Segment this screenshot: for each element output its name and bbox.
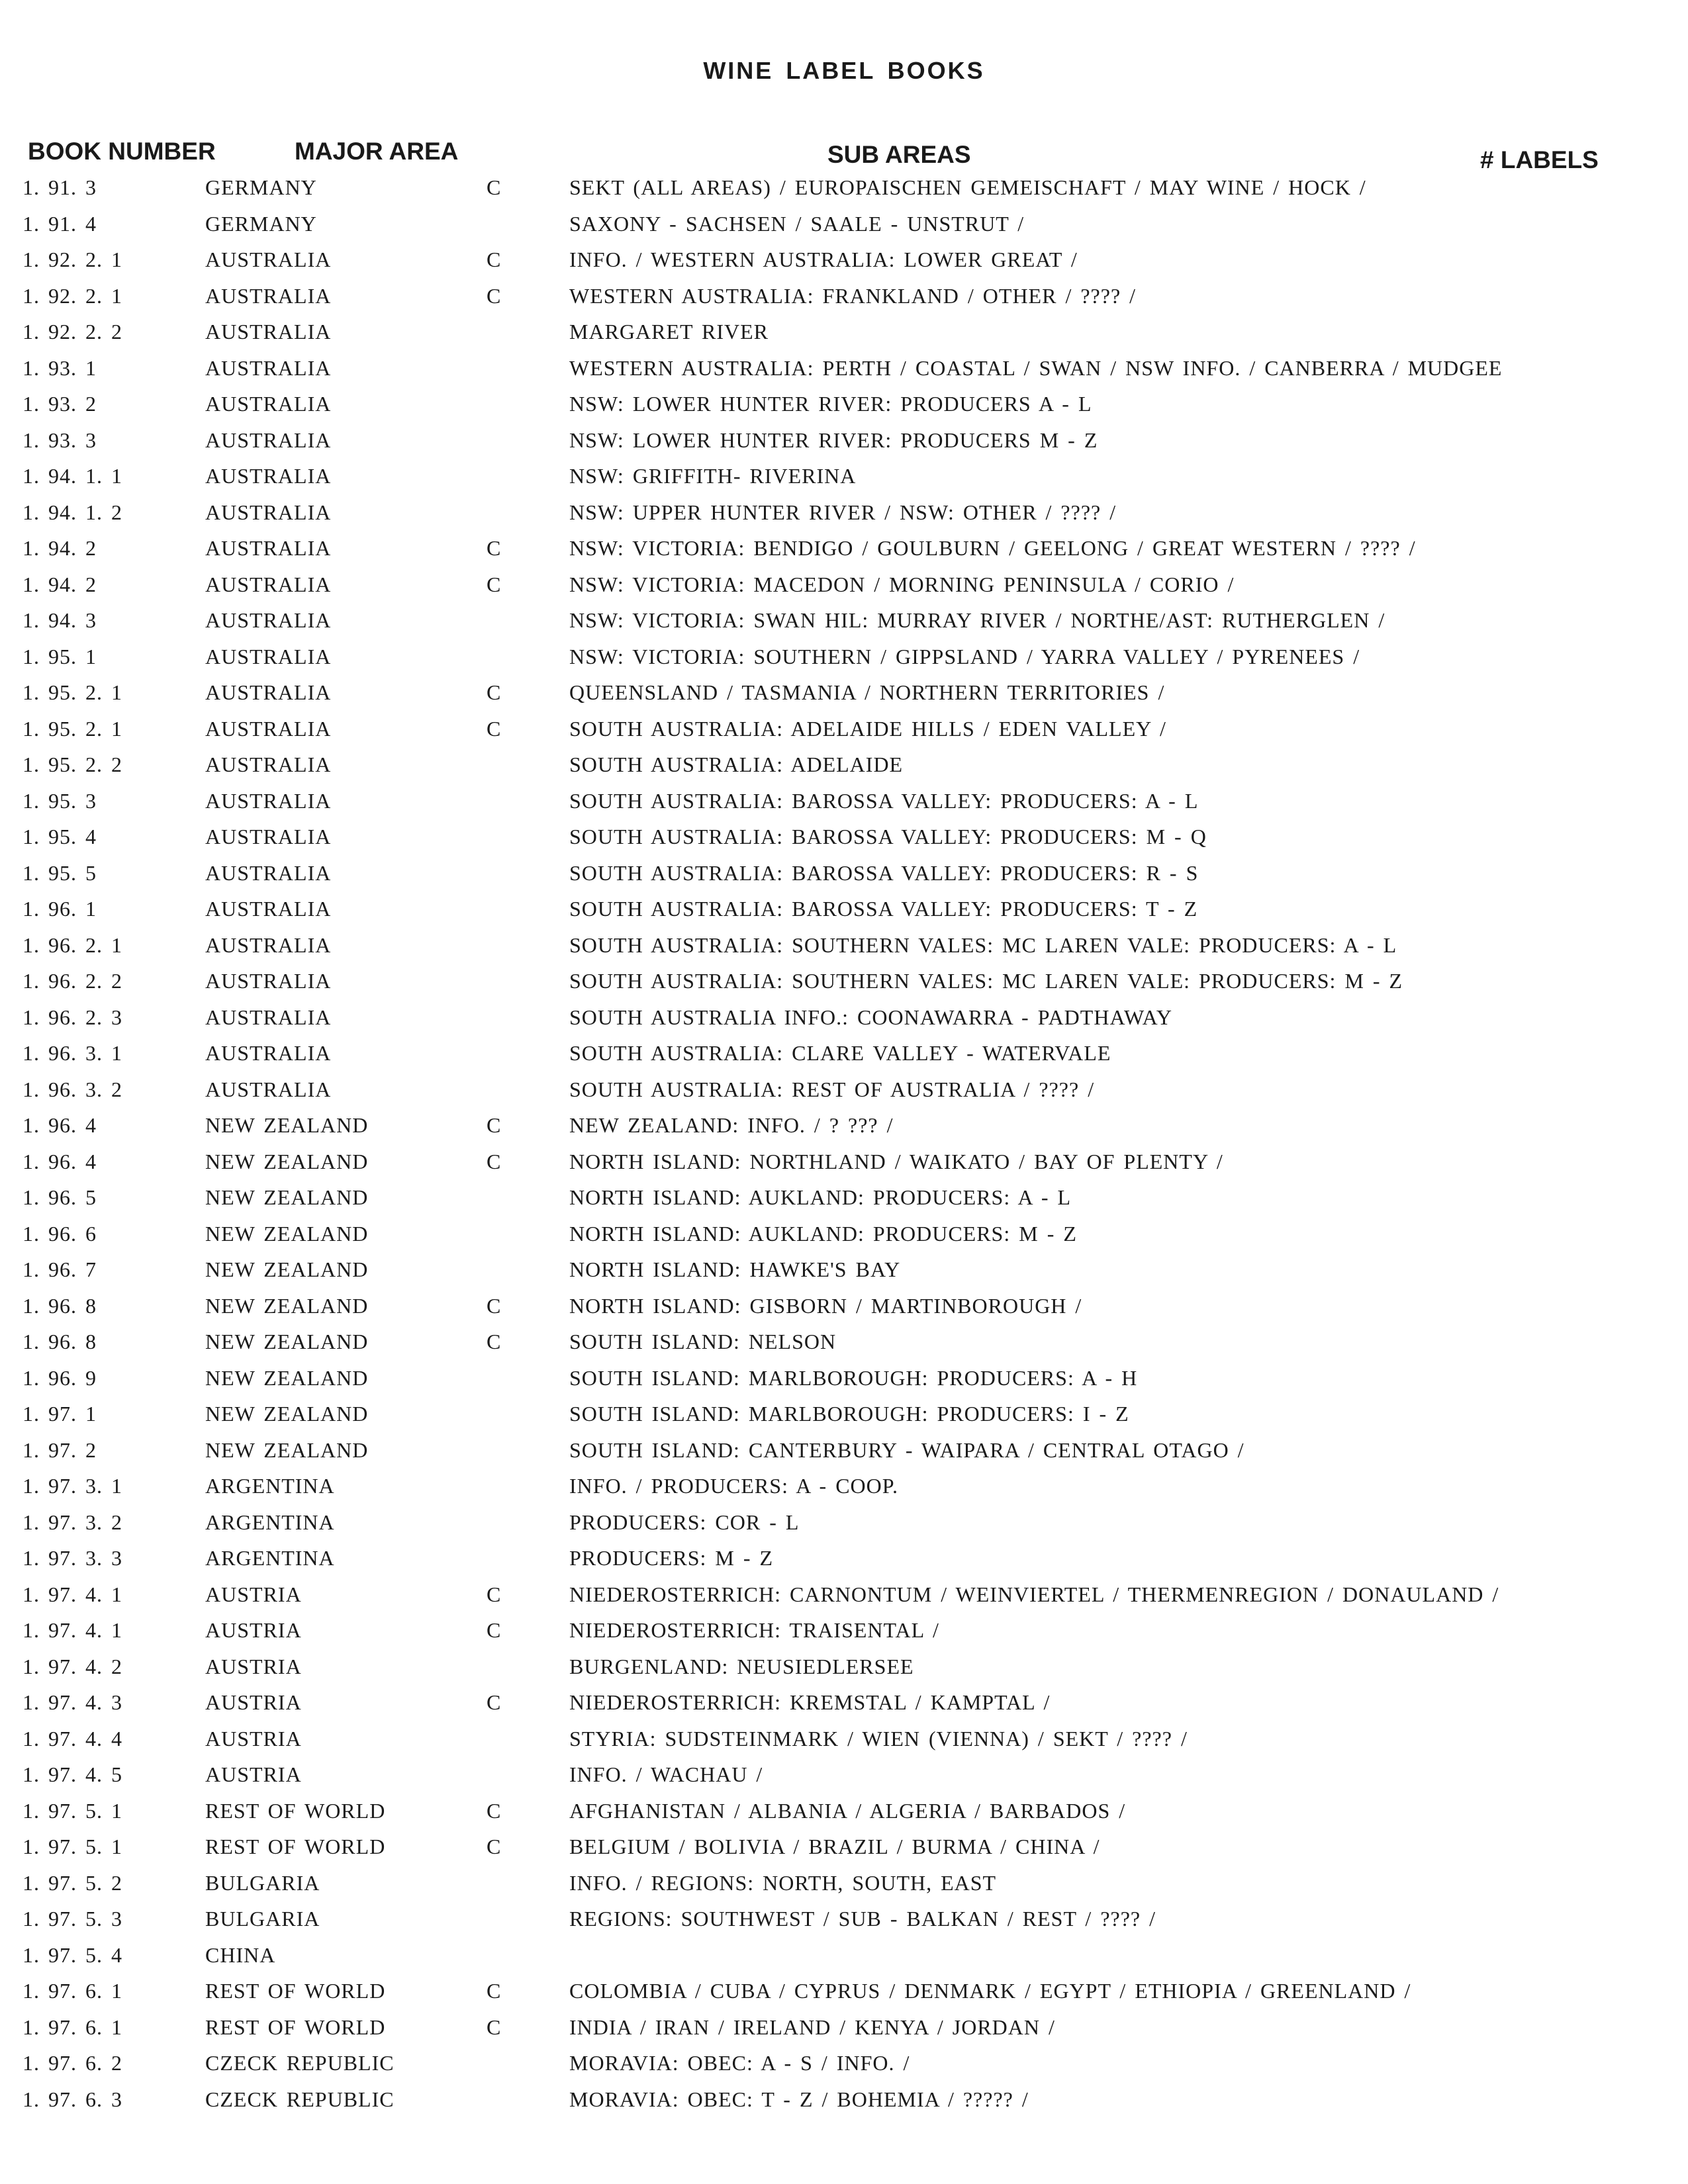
sub-areas-cell: AFGHANISTAN / ALBANIA / ALGERIA / BARBADOS / (569, 1798, 1126, 1823)
major-area-cell: AUSTRALIA (205, 969, 332, 993)
major-area-cell: GERMANY (205, 211, 317, 236)
book-number-cell: 1. 97. 2 (23, 1437, 97, 1462)
sub-areas-cell: MARGARET RIVER (569, 320, 769, 343)
table-row (0, 536, 1688, 572)
book-number-cell: 1. 94. 2 (23, 572, 97, 596)
sub-areas-cell: INFO. / REGIONS: NORTH, SOUTH, EAST (569, 1870, 997, 1895)
sub-areas-cell: SOUTH ISLAND: MARLBOROUGH: PRODUCERS: A - H (569, 1365, 1138, 1390)
page-title: WINE LABEL BOOKS (703, 57, 985, 84)
book-number-cell: 1. 96. 8 (23, 1330, 97, 1353)
sub-areas-cell: NORTH ISLAND: NORTHLAND / WAIKATO / BAY OF PLENTY / (569, 1149, 1223, 1173)
table-row (0, 1979, 1688, 2015)
book-number-cell: 1. 92. 2. 1 (23, 283, 122, 308)
column-header-book-number: BOOK NUMBER (28, 138, 216, 165)
book-number-cell: 1. 97. 6. 2 (23, 2051, 122, 2075)
sub-areas-cell: SOUTH AUSTRALIA: BAROSSA VALLEY: PRODUCERS: T - Z (569, 897, 1198, 921)
major-area-cell: REST OF WORLD (205, 1979, 386, 2003)
book-number-cell: 1. 96. 2. 3 (23, 1005, 122, 1029)
sub-areas-cell: SOUTH ISLAND: CANTERBURY - WAIPARA / CENTRAL OTAGO / (569, 1437, 1244, 1462)
table-row (0, 392, 1688, 428)
sub-areas-cell: WESTERN AUSTRALIA: PERTH / COASTAL / SWAN / NSW INFO. / CANBERRA / MUDGEE (569, 355, 1503, 380)
table-row (0, 320, 1688, 355)
book-number-cell: 1. 95. 3 (23, 788, 97, 813)
book-number-cell: 1. 94. 1. 1 (23, 464, 122, 488)
column-header-major-area: MAJOR AREA (295, 138, 459, 165)
book-number-cell: 1. 91. 4 (23, 211, 97, 236)
major-area-cell: AUSTRALIA (205, 500, 332, 524)
sub-areas-cell: SOUTH AUSTRALIA: BAROSSA VALLEY: PRODUCERS: R - S (569, 860, 1199, 885)
table-row (0, 1077, 1688, 1113)
table-row (0, 608, 1688, 644)
sub-areas-cell: COLOMBIA / CUBA / CYPRUS / DENMARK / EGYPT / ETHIOPIA / GREENLAND / (569, 1979, 1411, 2003)
major-area-cell: NEW ZEALAND (205, 1185, 369, 1209)
sub-areas-cell: NSW: UPPER HUNTER RIVER / NSW: OTHER / ???? / (569, 500, 1117, 524)
table-row (0, 1727, 1688, 1762)
table-row (0, 1041, 1688, 1077)
book-number-cell: 1. 95. 2. 1 (23, 716, 122, 741)
table-row (0, 1762, 1688, 1798)
major-area-cell: AUSTRALIA (205, 572, 332, 596)
sub-areas-cell: SOUTH ISLAND: NELSON (569, 1330, 837, 1353)
sub-areas-cell: SOUTH AUSTRALIA: SOUTHERN VALES: MC LAREN VALE: PRODUCERS: M - Z (569, 969, 1403, 993)
major-area-cell: AUSTRALIA (205, 752, 332, 776)
book-number-cell: 1. 95. 5 (23, 860, 97, 885)
book-number-cell: 1. 97. 4. 5 (23, 1762, 122, 1786)
sub-areas-cell: SOUTH AUSTRALIA: BAROSSA VALLEY: PRODUCERS: A - L (569, 788, 1199, 813)
book-number-cell: 1. 96. 3. 1 (23, 1041, 122, 1065)
sub-areas-cell: SOUTH AUSTRALIA: CLARE VALLEY - WATERVALE (569, 1041, 1111, 1065)
table-row (0, 1799, 1688, 1835)
table-row (0, 1438, 1688, 1474)
table-row (0, 248, 1688, 283)
major-area-cell: AUSTRALIA (205, 644, 332, 668)
code-cell: C (487, 1113, 502, 1137)
book-number-cell: 1. 97. 1 (23, 1402, 97, 1426)
code-cell: C (487, 1979, 502, 2003)
book-number-cell: 1. 96. 2. 1 (23, 933, 122, 957)
major-area-cell: AUSTRALIA (205, 933, 332, 957)
sub-areas-cell: NIEDEROSTERRICH: TRAISENTAL / (569, 1618, 939, 1642)
sub-areas-cell: NSW: LOWER HUNTER RIVER: PRODUCERS A - L (569, 392, 1092, 416)
book-number-cell: 1. 97. 3. 1 (23, 1474, 122, 1498)
book-number-cell: 1. 97. 5. 3 (23, 1907, 122, 1931)
book-number-cell: 1. 93. 3 (23, 428, 97, 452)
table-row (0, 284, 1688, 320)
sub-areas-cell: NIEDEROSTERRICH: KREMSTAL / KAMPTAL / (569, 1690, 1051, 1714)
table-row (0, 1871, 1688, 1907)
sub-areas-cell: NORTH ISLAND: AUKLAND: PRODUCERS: M - Z (569, 1221, 1077, 1246)
book-number-cell: 1. 96. 7 (23, 1257, 97, 1281)
major-area-cell: AUSTRIA (205, 1618, 302, 1642)
sub-areas-cell: REGIONS: SOUTHWEST / SUB - BALKAN / REST / ???? / (569, 1907, 1156, 1931)
book-number-cell: 1. 97. 5. 1 (23, 1835, 122, 1858)
book-number-cell: 1. 92. 2. 1 (23, 248, 122, 271)
major-area-cell: REST OF WORLD (205, 1798, 386, 1823)
table-row (0, 1113, 1688, 1149)
book-number-cell: 1. 96. 6 (23, 1221, 97, 1246)
book-number-cell: 1. 97. 6. 1 (23, 2015, 122, 2039)
major-area-cell: AUSTRALIA (205, 1005, 332, 1029)
book-number-cell: 1. 97. 5. 2 (23, 1870, 122, 1895)
sub-areas-cell: NIEDEROSTERRICH: CARNONTUM / WEINVIERTEL / THERMENREGION / DONAULAND / (569, 1582, 1499, 1606)
major-area-cell: ARGENTINA (205, 1510, 335, 1534)
book-number-cell: 1. 97. 4. 3 (23, 1690, 122, 1714)
sub-areas-cell: SEKT (ALL AREAS) / EUROPAISCHEN GEMEISCHAFT / MAY WINE / HOCK / (569, 175, 1366, 199)
sub-areas-cell: NSW: VICTORIA: BENDIGO / GOULBURN / GEELONG / GREAT WESTERN / ???? / (569, 536, 1416, 560)
sub-areas-cell: SOUTH AUSTRALIA: ADELAIDE (569, 752, 904, 776)
code-cell: C (487, 2015, 502, 2039)
major-area-cell: AUSTRALIA (205, 1077, 332, 1101)
sub-areas-cell: PRODUCERS: M - Z (569, 1546, 774, 1570)
major-area-cell: AUSTRALIA (205, 860, 332, 885)
table-row (0, 1907, 1688, 1942)
sub-areas-cell: NORTH ISLAND: GISBORN / MARTINBOROUGH / (569, 1293, 1082, 1318)
table-row (0, 1835, 1688, 1870)
major-area-cell: AUSTRALIA (205, 716, 332, 741)
table-row (0, 1582, 1688, 1618)
table-row (0, 1402, 1688, 1437)
major-area-cell: NEW ZEALAND (205, 1257, 369, 1281)
code-cell: C (487, 175, 502, 199)
sub-areas-cell: NSW: VICTORIA: MACEDON / MORNING PENINSULA / CORIO / (569, 572, 1235, 596)
table-row (0, 1943, 1688, 1979)
sub-areas-cell: NORTH ISLAND: AUKLAND: PRODUCERS: A - L (569, 1185, 1072, 1209)
table-row (0, 897, 1688, 933)
book-number-cell: 1. 97. 4. 4 (23, 1726, 122, 1751)
book-number-cell: 1. 96. 3. 2 (23, 1077, 122, 1101)
table-row (0, 1257, 1688, 1293)
table-row (0, 428, 1688, 464)
book-number-cell: 1. 92. 2. 2 (23, 320, 122, 343)
code-cell: C (487, 248, 502, 271)
table-row (0, 1330, 1688, 1365)
sub-areas-cell: NSW: VICTORIA: SOUTHERN / GIPPSLAND / YARRA VALLEY / PYRENEES / (569, 644, 1360, 668)
table-row (0, 2015, 1688, 2051)
code-cell: C (487, 1582, 502, 1606)
major-area-cell: NEW ZEALAND (205, 1293, 369, 1318)
book-number-cell: 1. 94. 3 (23, 608, 97, 632)
major-area-cell: NEW ZEALAND (205, 1365, 369, 1390)
major-area-cell: BULGARIA (205, 1907, 320, 1931)
sub-areas-cell: SAXONY - SACHSEN / SAALE - UNSTRUT / (569, 211, 1025, 236)
sub-areas-cell: BELGIUM / BOLIVIA / BRAZIL / BURMA / CHINA / (569, 1835, 1100, 1858)
book-number-cell: 1. 97. 5. 4 (23, 1942, 122, 1967)
table-row (0, 2051, 1688, 2087)
sub-areas-cell: SOUTH ISLAND: MARLBOROUGH: PRODUCERS: I - Z (569, 1402, 1129, 1426)
major-area-cell: AUSTRALIA (205, 680, 332, 704)
book-number-cell: 1. 97. 6. 3 (23, 2087, 122, 2111)
book-number-cell: 1. 96. 1 (23, 897, 97, 921)
table-row (0, 464, 1688, 500)
table-row (0, 789, 1688, 825)
major-area-cell: ARGENTINA (205, 1546, 335, 1570)
major-area-cell: NEW ZEALAND (205, 1221, 369, 1246)
code-cell: C (487, 1798, 502, 1823)
table-row (0, 175, 1688, 211)
major-area-cell: AUSTRALIA (205, 283, 332, 308)
major-area-cell: REST OF WORLD (205, 2015, 386, 2039)
table-row (0, 1618, 1688, 1654)
sub-areas-cell: INFO. / WESTERN AUSTRALIA: LOWER GREAT / (569, 248, 1078, 271)
major-area-cell: NEW ZEALAND (205, 1113, 369, 1137)
code-cell: C (487, 1149, 502, 1173)
table-row (0, 933, 1688, 969)
major-area-cell: AUSTRALIA (205, 1041, 332, 1065)
major-area-cell: NEW ZEALAND (205, 1149, 369, 1173)
code-cell: C (487, 1618, 502, 1642)
major-area-cell: NEW ZEALAND (205, 1402, 369, 1426)
book-number-cell: 1. 93. 2 (23, 392, 97, 416)
major-area-cell: AUSTRALIA (205, 788, 332, 813)
sub-areas-cell: NSW: VICTORIA: SWAN HIL: MURRAY RIVER / NORTHE/AST: RUTHERGLEN / (569, 608, 1385, 632)
code-cell: C (487, 1293, 502, 1318)
code-cell: C (487, 572, 502, 596)
book-number-cell: 1. 96. 4 (23, 1113, 97, 1137)
sub-areas-cell: INFO. / WACHAU / (569, 1762, 763, 1786)
sub-areas-cell: NSW: GRIFFITH- RIVERINA (569, 464, 857, 488)
major-area-cell: AUSTRIA (205, 1726, 302, 1751)
book-number-cell: 1. 95. 2. 2 (23, 752, 122, 776)
table-row (0, 500, 1688, 536)
book-number-cell: 1. 96. 5 (23, 1185, 97, 1209)
table-row (0, 356, 1688, 392)
table-row (0, 572, 1688, 608)
sub-areas-cell: NEW ZEALAND: INFO. / ? ??? / (569, 1113, 894, 1137)
major-area-cell: AUSTRALIA (205, 536, 332, 560)
book-number-cell: 1. 95. 1 (23, 644, 97, 668)
major-area-cell: AUSTRALIA (205, 897, 332, 921)
table-row (0, 212, 1688, 248)
book-number-cell: 1. 97. 3. 3 (23, 1546, 122, 1570)
book-number-cell: 1. 97. 6. 1 (23, 1979, 122, 2003)
major-area-cell: AUSTRALIA (205, 392, 332, 416)
book-number-cell: 1. 95. 4 (23, 825, 97, 848)
book-number-cell: 1. 96. 8 (23, 1293, 97, 1318)
table-row (0, 2087, 1688, 2123)
column-header-labels: # LABELS (1480, 146, 1599, 173)
sub-areas-cell: SOUTH AUSTRALIA: ADELAIDE HILLS / EDEN VALLEY / (569, 716, 1166, 741)
table-row (0, 861, 1688, 897)
major-area-cell: CZECK REPUBLIC (205, 2051, 395, 2075)
sub-areas-cell: WESTERN AUSTRALIA: FRANKLAND / OTHER / ???? / (569, 283, 1137, 308)
table-row (0, 1474, 1688, 1510)
major-area-cell: BULGARIA (205, 1870, 320, 1895)
book-number-cell: 1. 96. 4 (23, 1149, 97, 1173)
code-cell: C (487, 1330, 502, 1353)
sub-areas-cell: INFO. / PRODUCERS: A - COOP. (569, 1474, 898, 1498)
book-number-cell: 1. 94. 1. 2 (23, 500, 122, 524)
table-row (0, 969, 1688, 1005)
book-number-cell: 1. 91. 3 (23, 175, 97, 199)
table-row (0, 1294, 1688, 1330)
sub-areas-cell: QUEENSLAND / TASMANIA / NORTHERN TERRITORIES / (569, 680, 1165, 704)
table-row (0, 680, 1688, 716)
table-row (0, 1185, 1688, 1221)
sub-areas-cell: BURGENLAND: NEUSIEDLERSEE (569, 1654, 914, 1678)
code-cell: C (487, 680, 502, 704)
sub-areas-cell: MORAVIA: OBEC: A - S / INFO. / (569, 2051, 910, 2075)
book-number-cell: 1. 97. 5. 1 (23, 1798, 122, 1823)
major-area-cell: ARGENTINA (205, 1474, 335, 1498)
table-row (0, 1222, 1688, 1257)
code-cell: C (487, 716, 502, 741)
sub-areas-cell: INDIA / IRAN / IRELAND / KENYA / JORDAN / (569, 2015, 1055, 2039)
table-row (0, 1655, 1688, 1690)
book-number-cell: 1. 93. 1 (23, 355, 97, 380)
book-number-cell: 1. 97. 4. 1 (23, 1618, 122, 1642)
table-row (0, 752, 1688, 788)
major-area-cell: AUSTRIA (205, 1654, 302, 1678)
book-number-cell: 1. 94. 2 (23, 536, 97, 560)
sub-areas-cell: NSW: LOWER HUNTER RIVER: PRODUCERS M - Z (569, 428, 1098, 452)
table-row (0, 1150, 1688, 1185)
sub-areas-cell: STYRIA: SUDSTEINMARK / WIEN (VIENNA) / SEKT / ???? / (569, 1726, 1188, 1751)
major-area-cell: NEW ZEALAND (205, 1437, 369, 1462)
major-area-cell: AUSTRALIA (205, 825, 332, 848)
sub-areas-cell: SOUTH AUSTRALIA INFO.: COONAWARRA - PADTHAWAY (569, 1005, 1172, 1029)
book-number-cell: 1. 96. 9 (23, 1365, 97, 1390)
major-area-cell: AUSTRALIA (205, 320, 332, 343)
book-number-cell: 1. 96. 2. 2 (23, 969, 122, 993)
book-number-cell: 1. 97. 4. 2 (23, 1654, 122, 1678)
major-area-cell: AUSTRALIA (205, 355, 332, 380)
table-row (0, 1366, 1688, 1402)
book-number-cell: 1. 97. 3. 2 (23, 1510, 122, 1534)
major-area-cell: AUSTRALIA (205, 428, 332, 452)
table-row (0, 717, 1688, 752)
sub-areas-cell: SOUTH AUSTRALIA: REST OF AUSTRALIA / ???? / (569, 1077, 1095, 1101)
column-header-sub-areas: SUB AREAS (827, 141, 971, 168)
major-area-cell: CZECK REPUBLIC (205, 2087, 395, 2111)
major-area-cell: AUSTRALIA (205, 464, 332, 488)
table-row (0, 645, 1688, 680)
code-cell: C (487, 1835, 502, 1858)
major-area-cell: AUSTRIA (205, 1762, 302, 1786)
code-cell: C (487, 1690, 502, 1714)
sub-areas-cell: SOUTH AUSTRALIA: BAROSSA VALLEY: PRODUCERS: M - Q (569, 825, 1207, 848)
major-area-cell: CHINA (205, 1942, 276, 1967)
major-area-cell: AUSTRIA (205, 1690, 302, 1714)
sub-areas-cell: NORTH ISLAND: HAWKE'S BAY (569, 1257, 901, 1281)
sub-areas-cell: PRODUCERS: COR - L (569, 1510, 800, 1534)
sub-areas-cell: SOUTH AUSTRALIA: SOUTHERN VALES: MC LAREN VALE: PRODUCERS: A - L (569, 933, 1397, 957)
table-row (0, 1005, 1688, 1041)
book-number-cell: 1. 95. 2. 1 (23, 680, 122, 704)
sub-areas-cell: MORAVIA: OBEC: T - Z / BOHEMIA / ????? / (569, 2087, 1029, 2111)
major-area-cell: NEW ZEALAND (205, 1330, 369, 1353)
table-row (0, 825, 1688, 860)
book-number-cell: 1. 97. 4. 1 (23, 1582, 122, 1606)
major-area-cell: REST OF WORLD (205, 1835, 386, 1858)
major-area-cell: AUSTRALIA (205, 248, 332, 271)
table-row (0, 1546, 1688, 1582)
major-area-cell: AUSTRALIA (205, 608, 332, 632)
code-cell: C (487, 536, 502, 560)
table-row (0, 1510, 1688, 1546)
code-cell: C (487, 283, 502, 308)
table-row (0, 1690, 1688, 1726)
major-area-cell: AUSTRIA (205, 1582, 302, 1606)
major-area-cell: GERMANY (205, 175, 317, 199)
